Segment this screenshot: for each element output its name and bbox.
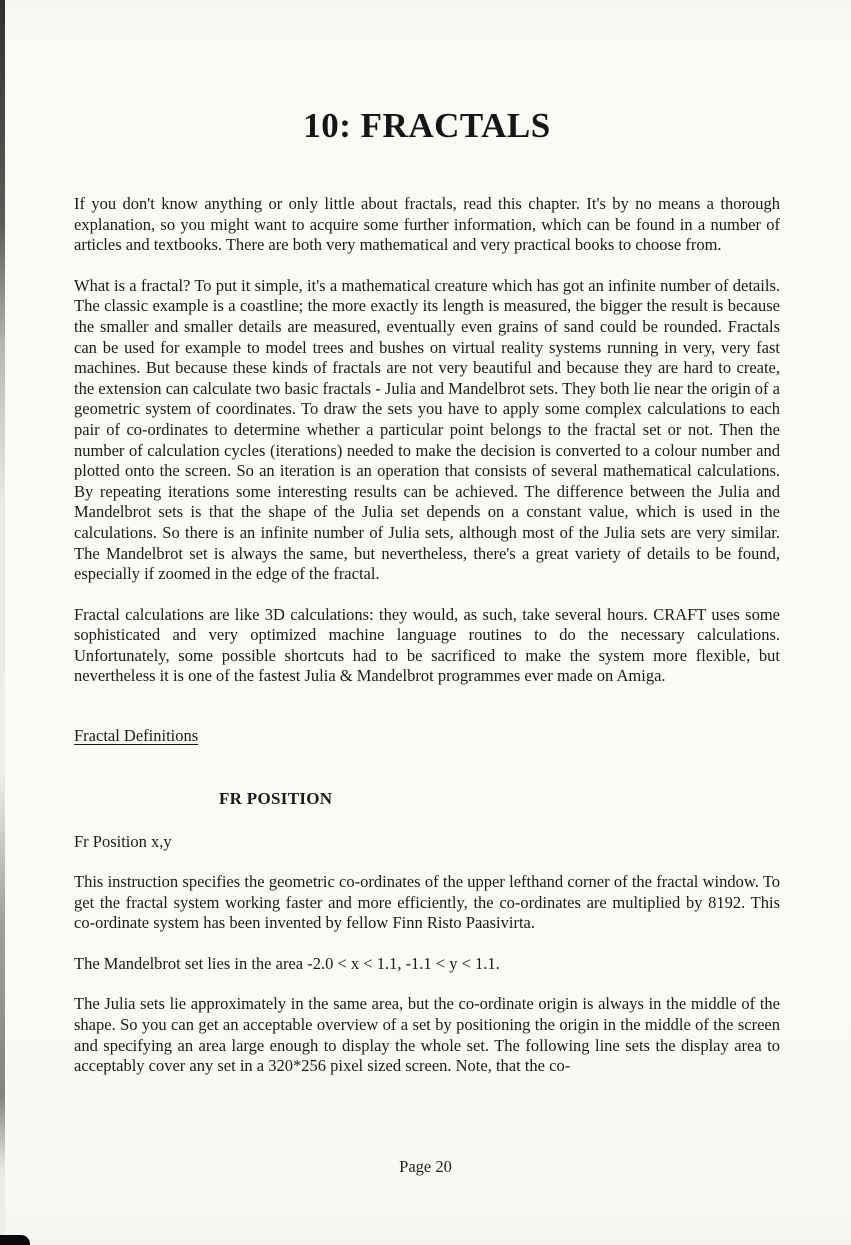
- body-paragraph-3: The Julia sets lie approximately in the same area, but the co-ordinate origin is always in the middle of the shape. So you can get an acceptable overview of a set by positioning the origin in the middle of the screen and specifying an area large enough to display the whole set. The following line sets the display area to acceptably cover any set in a 320*256 pixel sized screen. Note, that the co-: [74, 994, 780, 1076]
- intro-paragraph-1: If you don't know anything or only little about fractals, read this chapter. It's by no means a thorough explanation, so you might want to acquire some further information, which can be found in a number of articles and textbooks. There are both very mathematical and very practical books to choose from.: [74, 194, 780, 255]
- command-heading-fr-position: FR POSITION: [219, 789, 333, 809]
- page-title: 10: FRACTALS: [303, 106, 551, 145]
- section-heading-fractal-definitions: Fractal Definitions: [74, 726, 199, 746]
- intro-paragraph-2: What is a fractal? To put it simple, it's a mathematical creature which has got an infinite number of details. The classic example is a coastline; the more exactly its length is measured, the bigger the result is because the smaller and smaller details are measured, eventually even grains of sand could be rounded. Fractals can be used for example to model trees and bushes on virtual reality systems running in very, very fast machines. But because these kinds of fractals are not very beautiful and because they are hard to create, the extension can calculate two basic fractals - Julia and Mandelbrot sets. They both lie near the origin of a geometric system of coordinates. To draw the sets you have to apply some complex calculations to each pair of co-ordinates to determine whether a particular point belongs to the fractal set or not. Then the number of calculation cycles (iterations) needed to make the decision is converted to a colour number and plotted onto the screen. So an iteration is an operation that consists of several mathematical calculations. By repeating iterations some interesting results can be achieved. The difference between the Julia and Mandelbrot sets is that the shape of the Julia set depends on a constant value, which is used in the calculations. So there is an infinite number of Julia sets, although most of the Julia sets are very similar. The Mandelbrot set is always the same, but nevertheless, there's a great variety of details to be found, especially if zoomed in the edge of the fractal.: [74, 275, 780, 584]
- body-paragraph-1: This instruction specifies the geometric co-ordinates of the upper lefthand corner of the fractal window. To get the fractal system working faster and more efficiently, the co-ordinates are multiplied by 8192. This co-ordinate system has been invented by fellow Finn Risto Paasivirta.: [74, 872, 780, 933]
- scan-edge-artifact: [0, 0, 5, 1245]
- page-body: [74, 0, 780, 1077]
- scan-corner-blob: [0, 1235, 30, 1245]
- command-syntax: Fr Position x,y: [74, 832, 172, 852]
- intro-paragraph-3: Fractal calculations are like 3D calculations: they would, as such, take several hours. CRAFT uses some sophisticated and very optimized machine language routines to do the necessary calculations. Unfortunately, some possible shortcuts had to be sacrificed to make the system more flexible, but nevertheless it is one of the fastest Julia & Mandelbrot programmes ever made on Amiga.: [74, 604, 780, 686]
- page-number: Page 20: [399, 1157, 452, 1176]
- body-paragraph-2: The Mandelbrot set lies in the area -2.0 < x < 1.1, -1.1 < y < 1.1.: [74, 953, 500, 973]
